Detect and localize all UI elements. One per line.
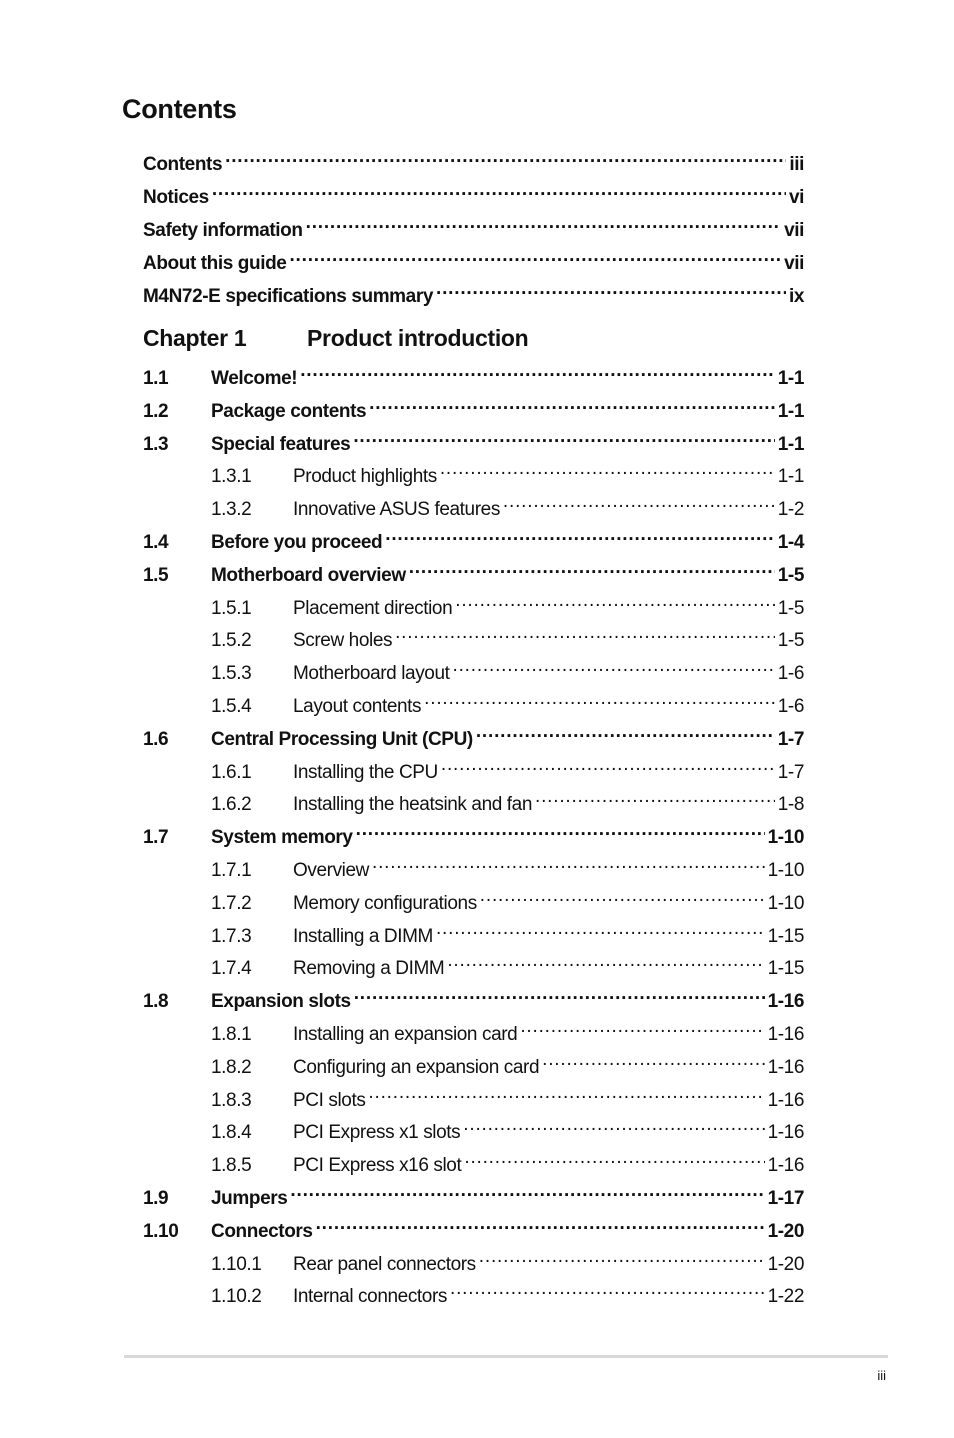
toc-entry-page: vii [784, 253, 804, 274]
chapter-title: Product introduction [307, 325, 529, 351]
toc-subsection-entry[interactable] [211, 1014, 804, 1045]
toc-entry-label: Jumpers [211, 1188, 288, 1209]
toc-entry-number: 1.7.3 [211, 926, 252, 947]
toc-subsection-entry[interactable] [211, 1145, 804, 1176]
toc-entry-page: 1-15 [767, 958, 804, 979]
toc-entry-label: Placement direction [293, 598, 453, 619]
toc-entry-label: System memory [211, 827, 353, 848]
toc-section-entry[interactable] [143, 522, 804, 553]
dot-leader [395, 620, 775, 646]
toc-entry-label: M4N72-E specifications summary [143, 286, 434, 307]
toc-subsection-entry[interactable] [211, 1047, 804, 1078]
toc-entry-label: Special features [211, 434, 351, 455]
dot-leader [300, 358, 775, 384]
toc-front-matter-entry[interactable] [143, 144, 804, 175]
toc-subsection-entry[interactable] [211, 686, 804, 717]
footer-page-number: iii [877, 1368, 886, 1383]
toc-entry-label: Removing a DIMM [293, 958, 445, 979]
toc-entry-number: 1.3.2 [211, 499, 252, 520]
toc-entry-label: Package contents [211, 401, 367, 422]
dot-leader [479, 1244, 765, 1270]
toc-entry-page: 1-5 [777, 630, 804, 651]
toc-section-entry[interactable] [143, 358, 804, 389]
toc-subsection-entry[interactable] [211, 850, 804, 881]
toc-entry-number: 1.7.2 [211, 893, 252, 914]
toc-subsection-entry[interactable] [211, 489, 804, 520]
dot-leader [385, 522, 775, 548]
dot-leader [369, 391, 775, 417]
toc-entry-page: 1-4 [777, 532, 804, 553]
toc-front-matter-entry[interactable] [143, 177, 804, 208]
toc-entry-number: 1.8.4 [211, 1122, 252, 1143]
toc-entry-label: Motherboard layout [293, 663, 450, 684]
toc-entry-label: Motherboard overview [211, 565, 406, 586]
toc-subsection-entry[interactable] [211, 1276, 804, 1307]
toc-entry-number: 1.5.1 [211, 598, 252, 619]
toc-subsection-entry[interactable] [211, 784, 804, 815]
toc-entry-page: 1-8 [777, 794, 804, 815]
toc-entry-page: vii [784, 220, 804, 241]
toc-entry-page: 1-16 [767, 1024, 804, 1045]
toc-entry-number: 1.3.1 [211, 466, 252, 487]
toc-entry-label: Memory configurations [293, 893, 477, 914]
toc-entry-number: 1.6 [143, 729, 169, 750]
toc-entry-number: 1.7.1 [211, 860, 252, 881]
toc-entry-page: 1-1 [777, 401, 804, 422]
toc-entry-number: 1.5 [143, 565, 169, 586]
dot-leader [409, 555, 775, 581]
toc-entry-page: 1-1 [777, 466, 804, 487]
toc-subsection-entry[interactable] [211, 883, 804, 914]
toc-entry-label: Installing the heatsink and fan [293, 794, 532, 815]
toc-entry-label: Welcome! [211, 368, 298, 389]
toc-entry-page: 1-10 [767, 893, 804, 914]
toc-entry-label: PCI Express x1 slots [293, 1122, 461, 1143]
dot-leader [372, 850, 765, 876]
toc-entry-number: 1.2 [143, 401, 169, 422]
toc-entry-page: 1-5 [777, 598, 804, 619]
toc-front-matter-entry[interactable] [143, 276, 804, 307]
toc-entry-label: Installing an expansion card [293, 1024, 518, 1045]
toc-entry-number: 1.10.2 [211, 1286, 262, 1307]
toc-entry-page: 1-16 [767, 1155, 804, 1176]
toc-entry-label: Before you proceed [211, 532, 383, 553]
toc-entry-number: 1.8.1 [211, 1024, 252, 1045]
toc-entry-label: Notices [143, 187, 209, 208]
toc-entry-label: Central Processing Unit (CPU) [211, 729, 473, 750]
toc-entry-label: Innovative ASUS features [293, 499, 500, 520]
toc-entry-label: Installing a DIMM [293, 926, 433, 947]
dot-leader [535, 784, 775, 810]
toc-entry-page: 1-7 [777, 729, 804, 750]
toc-entry-label: Connectors [211, 1221, 313, 1242]
toc-subsection-entry[interactable] [211, 1080, 804, 1111]
toc-entry-page: 1-2 [777, 499, 804, 520]
toc-entry-label: Internal connectors [293, 1286, 447, 1307]
toc-front-matter-entry[interactable] [143, 243, 804, 274]
dot-leader [290, 1178, 764, 1204]
toc-entry-page: 1-22 [767, 1286, 804, 1307]
toc-section-entry[interactable] [143, 1211, 804, 1242]
dot-leader [476, 719, 775, 745]
toc-section-entry[interactable] [143, 391, 804, 422]
toc-entry-number: 1.9 [143, 1188, 169, 1209]
dot-leader [520, 1014, 764, 1040]
dot-leader [368, 1080, 764, 1106]
toc-entry-number: 1.3 [143, 434, 169, 455]
dot-leader [424, 686, 775, 712]
dot-leader [480, 883, 765, 909]
dot-leader [455, 588, 774, 614]
toc-entry-page: 1-20 [767, 1254, 804, 1275]
dot-leader [441, 752, 775, 778]
toc-subsection-entry[interactable] [211, 588, 804, 619]
dot-leader [356, 817, 765, 843]
toc-entry-number: 1.8.2 [211, 1057, 252, 1078]
toc-subsection-entry[interactable] [211, 1244, 804, 1275]
toc-entry-page: ix [788, 286, 804, 307]
toc-entry-number: 1.5.2 [211, 630, 252, 651]
toc-entry-label: Rear panel connectors [293, 1254, 476, 1275]
toc-entry-page: 1-16 [767, 1090, 804, 1111]
toc-entry-page: 1-17 [767, 1188, 804, 1209]
toc-entry-page: 1-10 [767, 860, 804, 881]
toc-subsection-entry[interactable] [211, 752, 804, 783]
toc-section-entry[interactable] [143, 981, 804, 1012]
toc-entry-number: 1.4 [143, 532, 169, 553]
toc-entry-page: 1-16 [767, 1057, 804, 1078]
toc-entry-number: 1.5.3 [211, 663, 252, 684]
toc-entry-page: iii [789, 154, 804, 175]
toc-entry-page: 1-1 [777, 434, 804, 455]
toc-section-entry[interactable] [143, 555, 804, 586]
toc-entry-label: Expansion slots [211, 991, 351, 1012]
toc-entry-number: 1.8.5 [211, 1155, 252, 1176]
toc-entry-number: 1.7.4 [211, 958, 252, 979]
toc-entry-label: Contents [143, 154, 223, 175]
toc-entry-page: vi [788, 187, 804, 208]
dot-leader [436, 916, 765, 942]
toc-entry-page: 1-16 [767, 1122, 804, 1143]
toc-entry-page: 1-7 [777, 762, 804, 783]
dot-leader [463, 1112, 764, 1138]
toc-subsection-entry[interactable] [211, 1112, 804, 1143]
toc-entry-label: Product highlights [293, 466, 437, 487]
dot-leader [225, 144, 786, 170]
toc-subsection-entry[interactable] [211, 653, 804, 684]
toc-entry-number: 1.1 [143, 368, 169, 389]
footer-divider [124, 1355, 888, 1358]
toc-entry-label: PCI slots [293, 1090, 366, 1111]
toc-entry-page: 1-6 [777, 696, 804, 717]
dot-leader [436, 276, 786, 302]
dot-leader [353, 424, 774, 450]
toc-entry-page: 1-1 [777, 368, 804, 389]
toc-subsection-entry[interactable] [211, 916, 804, 947]
dot-leader [453, 653, 775, 679]
toc-section-entry[interactable] [143, 817, 804, 848]
toc-subsection-entry[interactable] [211, 620, 804, 651]
dot-leader [289, 243, 781, 269]
toc-entry-number: 1.5.4 [211, 696, 252, 717]
toc-entry-number: 1.6.1 [211, 762, 252, 783]
dot-leader [316, 1211, 765, 1237]
toc-entry-label: PCI Express x16 slot [293, 1155, 462, 1176]
toc-section-entry[interactable] [143, 1178, 804, 1209]
dot-leader [440, 456, 775, 482]
dot-leader [503, 489, 775, 515]
toc-entry-label: Safety information [143, 220, 303, 241]
toc-entry-page: 1-10 [767, 827, 804, 848]
dot-leader [464, 1145, 764, 1171]
toc-entry-number: 1.6.2 [211, 794, 252, 815]
toc-entry-page: 1-15 [767, 926, 804, 947]
dot-leader [306, 210, 781, 236]
toc-entry-label: About this guide [143, 253, 287, 274]
toc-entry-page: 1-16 [767, 991, 804, 1012]
toc-entry-number: 1.10 [143, 1221, 179, 1242]
dot-leader [354, 981, 765, 1007]
dot-leader [212, 177, 786, 203]
toc-entry-number: 1.8 [143, 991, 169, 1012]
toc-section-entry[interactable] [143, 424, 804, 455]
toc-entry-number: 1.8.3 [211, 1090, 252, 1111]
toc-subsection-entry[interactable] [211, 456, 804, 487]
toc-entry-page: 1-20 [767, 1221, 804, 1242]
toc-front-matter-entry[interactable] [143, 210, 804, 241]
toc-entry-label: Screw holes [293, 630, 393, 651]
toc-entry-number: 1.10.1 [211, 1254, 262, 1275]
toc-entry-number: 1.7 [143, 827, 169, 848]
toc-subsection-entry[interactable] [211, 948, 804, 979]
toc-entry-label: Configuring an expansion card [293, 1057, 540, 1078]
toc-section-entry[interactable] [143, 719, 804, 750]
chapter-number: Chapter 1 [143, 325, 247, 351]
dot-leader [450, 1276, 765, 1302]
page-title: Contents [122, 94, 237, 124]
toc-entry-page: 1-5 [777, 565, 804, 586]
toc-entry-label: Layout contents [293, 696, 422, 717]
toc-entry-label: Installing the CPU [293, 762, 438, 783]
chapter-heading [143, 323, 528, 353]
dot-leader [447, 948, 764, 974]
dot-leader [542, 1047, 764, 1073]
toc-entry-label: Overview [293, 860, 369, 881]
toc-entry-page: 1-6 [777, 663, 804, 684]
